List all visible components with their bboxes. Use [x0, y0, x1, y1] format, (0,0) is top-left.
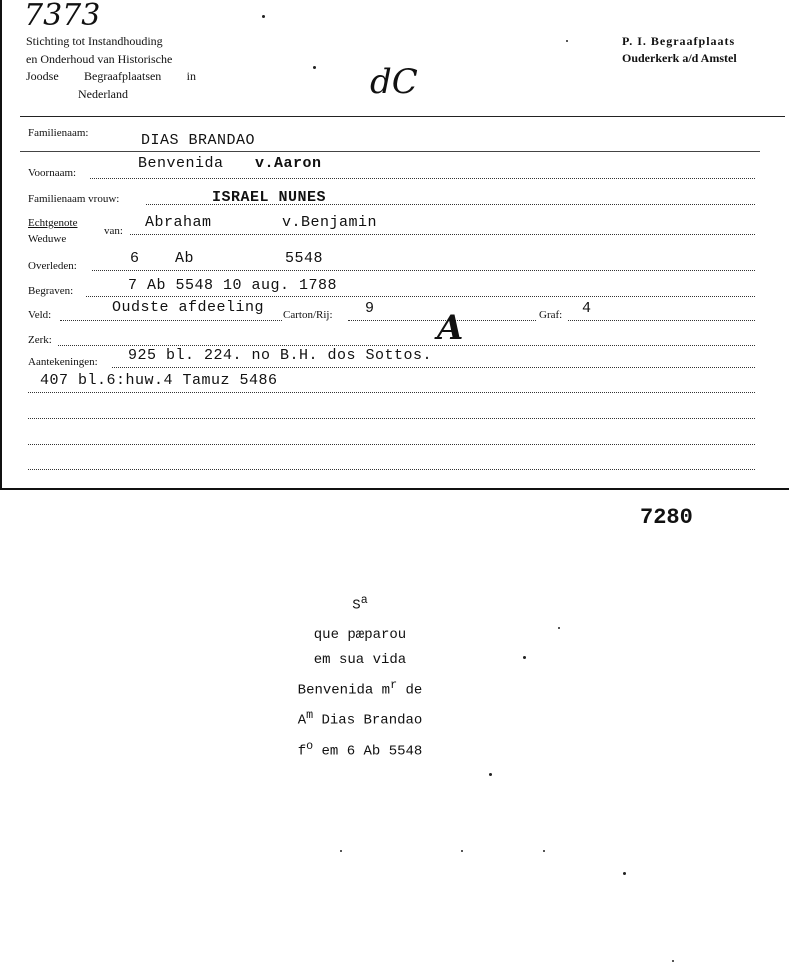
epitaph-line: em sua vida	[313, 651, 407, 668]
notes-dotted-line	[28, 444, 755, 445]
veld-label: Veld:	[28, 309, 52, 321]
weduwe-label: Weduwe	[28, 233, 67, 245]
familienaam-vrouw-label: Familienaam vrouw:	[28, 193, 120, 205]
org-line: Joodse Begraafplaatsen in	[26, 69, 196, 83]
scan-speck	[566, 40, 568, 42]
epitaph-block	[250, 588, 470, 765]
org-line: Stichting tot Instandhouding	[26, 34, 163, 48]
organization-block	[26, 33, 196, 103]
zerk-handwritten-mark: A	[437, 308, 464, 348]
carton-label: Carton/Rij:	[283, 309, 333, 321]
veld-dotted-line	[60, 320, 282, 321]
card-number: 7373	[24, 0, 101, 33]
graf-dotted-line	[568, 320, 755, 321]
voornaam-parent: v.Aaron	[255, 155, 322, 172]
echtgenote-parent: v.Benjamin	[282, 214, 378, 231]
zerk-label: Zerk:	[28, 334, 52, 346]
familienaam-vrouw-value: ISRAEL NUNES	[212, 189, 327, 206]
zerk-dotted-line	[58, 345, 755, 346]
begraven-label: Begraven:	[28, 285, 74, 297]
overleden-year: 5548	[285, 250, 324, 267]
graf-label: Graf:	[539, 309, 563, 321]
epitaph-line: Benvenida $m^r$ de	[297, 677, 423, 699]
begraven-dotted-line	[86, 296, 755, 297]
echtgenote-label: Echtgenote	[28, 217, 78, 229]
card-left-edge	[0, 0, 2, 488]
scan-speck	[672, 960, 674, 962]
aantekeningen-line2: 407 bl.6:huw.4 Tamuz 5486	[40, 372, 278, 389]
familienaam-label: Familienaam:	[28, 127, 89, 139]
echtgenote-given: Abraham	[145, 214, 212, 231]
notes-dotted-line	[28, 469, 755, 470]
epitaph-line: que pæparou	[313, 626, 407, 643]
familienaam-vrouw-dotted-line	[146, 204, 755, 205]
familienaam-rule	[20, 151, 760, 152]
handwritten-code: dC	[370, 62, 418, 102]
echtgenote-dotted-line	[130, 234, 755, 235]
veld-value: Oudste afdeeling	[112, 299, 265, 316]
van-label: van:	[104, 225, 123, 237]
org-line: en Onderhoud van Historische	[26, 51, 173, 66]
org-line: Nederland	[78, 86, 128, 101]
scan-speck	[543, 850, 545, 852]
scan-speck	[489, 773, 492, 776]
epitaph-line: $f^o$ em 6 Ab 5548	[297, 738, 423, 760]
begraven-value: 7 Ab 5548 10 aug. 1788	[128, 277, 338, 294]
carton-value: 9	[365, 300, 375, 317]
location-line: Ouderkerk a/d Amstel	[622, 51, 737, 65]
voornaam-given: Benvenida	[138, 155, 224, 172]
scan-speck	[623, 872, 626, 875]
location-line: P. I. Begraafplaats	[622, 34, 736, 48]
overleden-month: Ab	[175, 250, 195, 267]
aantekeningen-line1: 925 bl. 224. no B.H. dos Sottos.	[128, 347, 433, 364]
aantekeningen-label: Aantekeningen:	[28, 356, 98, 368]
epitaph-line: $A^m$ Dias Brandao	[297, 708, 423, 729]
notes-dotted-line	[28, 418, 755, 419]
voornaam-label: Voornaam:	[28, 167, 77, 179]
location-block	[622, 33, 737, 67]
scan-speck	[262, 15, 265, 18]
overleden-dotted-line	[92, 270, 755, 271]
scan-speck	[313, 66, 316, 69]
overleden-day: 6	[130, 250, 140, 267]
card-bottom-edge	[0, 488, 789, 490]
familienaam-value: DIAS BRANDAO	[141, 132, 256, 149]
graf-value: 4	[582, 300, 592, 317]
scan-speck	[558, 627, 560, 629]
overleden-label: Overleden:	[28, 260, 77, 272]
header-rule	[20, 116, 785, 117]
epitaph-line: $S^a$	[352, 593, 368, 614]
aantekeningen-dotted-line	[112, 367, 755, 368]
scan-speck	[461, 850, 463, 852]
notes-dotted-line	[28, 392, 755, 393]
scan-speck	[523, 656, 526, 659]
scan-speck	[340, 850, 342, 852]
voornaam-dotted-line	[90, 178, 755, 179]
lower-record-number: 7280	[640, 505, 693, 530]
